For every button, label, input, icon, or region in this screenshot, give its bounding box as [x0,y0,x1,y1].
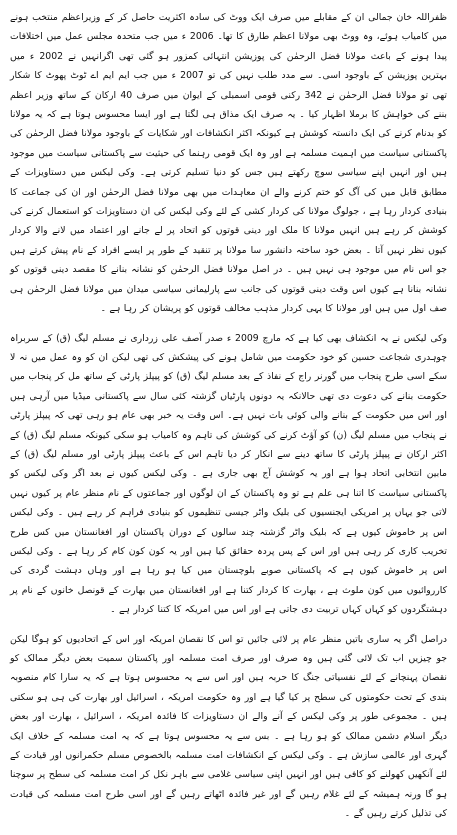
article-paragraph-1: ظفراللہ خان جمالی ان کے مقابلے میں صرف ایک ووٹ کی سادہ اکثریت حاصل کر کے وزیراعظم منتخب ہونے میں کامیاب ہوئے، وہ ووٹ بھی مولانا اعظم طارق کا تھا۔ 2006 ء میں جب متحدہ مجلس عمل میں اختلافات پیدا ہونے کے باعث مولانا فضل الرحمٰن کی پوزیشن انتہائی کمزور ہو گئی تھی اگرانہیں نے 2002 ء میں بہترین پوزیشن کے باوجود اسی۔ سے مدد طلب نہیں کی تو 2007 ء میں جب ایم ایم اے ٹوٹ پھوٹ کا شکار تھی تو مولانا فضل الرحمٰن نے 342 رکنی قومی اسمبلی کے ایوان میں صرف 40 ارکان کے ساتھ وزیر اعظم بننے کی خواہش کا برملا اظہار کیا ۔ یہ صرف ایک مذاق ہی لگتا ہے اور ایسا محسوس ہوتا ہے کہ یہ مولانا کو بدنام کرنے کی ایک دانستہ کوشش ہے کیونکہ اکثر انکشافات اور شکایات کے باوجود مولانا فضل الرحمٰن کی پاکستانی سیاست میں اہمیت مسلمہ ہے اور وہ ایک قومی رہنما کی حیثیت سے پاکستانی سیاست میں موجود ہیں اور انہیں اپنے سیاسی سوچ رکھتے ہیں جس کو دنیا تسلیم کرتی ہے۔ وکی لیکس میں دستاویزات کے مطابق قابل میں کی آگ کو ختم کرنے والے ان معاہدات میں بھی مولانا فضل الرحمٰن اور ان کی جماعت کا بنیادی کردار رہا ہے ، جولوگ مولانا کی کردار کشی کے لئے وکی لیکس کی ان دستاویزات کو استعمال کرنے کی کوشش کر رہے ہیں انہیں مولانا کا ملک اور دینی قوتوں کو اتحاد پر لے جانے اور اعتماد میں لانے والا کردار کیوں نظر نہیں آتا ۔ بعض خود ساختہ دانشور سا مولانا پر تنقید کے طور پر ایسے افراد کے نام پیش کرتے ہیں جو اس نام میں موجود ہی نہیں ہیں ۔ در اصل مولانا فضل الرحمٰن کو نشانہ بنانے کا مقصد دینی قوتوں کو نشانہ بنانا ہے کیوں اس وقت دینی قوتوں کی جانب سے پارلیمانی سیاسی میدان میں مولانا فضل الرحمٰن ہی صف اول میں ہیں اور مولانا کا یہی کردار مذہب مخالف قوتوں کو پریشان کر رہا ہے ۔ [10,12,448,315]
article-paragraph-3: دراصل اگر یہ ساری باتیں منظر عام پر لائی جائیں تو اس کا نقصان امریکہ اور اس کے اتحادیوں کو ہوگا لیکن جو چیزیں اب تک لائی گئی ہیں وہ صرف اور صرف امت مسلمہ اور پاکستان سمیت بعض دیگر ممالک کو نقصان پہنچانے کے لئے نفسیاتی جنگ کا حربہ ہیں اور اس سے یہ محسوس ہوتا ہے کہ یہ سارا کام منصوبہ بندی کے تحت حکومتوں کی سطح پر کیا گیا ہے اور وہ حکومت امریکہ ، اسرائیل اور بھارت کی ہی ہو سکتی ہیں ۔ مجموعی طور پر وکی لیکس کے آنے والے ان دستاویزات کا فائدہ امریکہ ، اسرائیل ، بھارت اور بعض دیگر اسلام دشمن ممالک کو ہو رہا ہے ۔ بس سے یہ محسوس ہوتا ہے کہ یہ امت مسلمہ کے خلاف ایک گہری اور عالمی سازش ہے ۔ وکی لیکس کے انکشافات امت مسلمہ بالخصوص مسلم حکمرانوں اور قیادت کے لئے آنکھیں کھولنے کو کافی ہیں اور انہیں اپنی سیاسی غلامی سے باہر نکل کر امت مسلمہ کی سطح پر سوچنا ہو گا ورنہ ہمیشہ کے لئے غلام رہیں گے اور غیر فائدہ اٹھاتے رہیں گے اور اسی طرح امت مسلمہ کی قیادت کی تذلیل کرتے رہیں گے ۔ [10,633,447,820]
article-paragraph-2: وکی لیکس نے یہ انکشاف بھی کیا ہے کہ مارچ 2009 ء صدر آصف علی زرداری نے مسلم لیگ (ق) کے سربراہ چوہدری شجاعت حسین کو خود حکومت میں شامل ہونے کی پیشکش کی تھی لیکن ان کو وہ عمل میں نہ لا سکے اسی طرح پنجاب میں گورنر راج کے نفاذ کے بعد مسلم لیگ (ق) کو پیپلز پارٹی کے ساتھ مل کر پنجاب میں حکومت بنانے کی دعوت دی تھی حالانکہ یہ دونوں پارٹیاں گزشتہ کئی سال سے پاکستانی میڈیا میں آرہی ہیں اور اس میں حکومت کے بنانے والی کوئی بات نہیں ہے۔ اس وقت یہ خبر بھی عام ہو رہی تھی کہ پیپلز پارٹی نے پنجاب میں مسلم لیگ (ن) کو آؤٹ کرنے کی کوشش کی تاہم وہ کامیاب ہو سکی کیونکہ مسلم لیگ (ق) کے اکثر ارکان نے پیپلز پارٹی کا ساتھ دینے سے انکار کر دیا تاہم اس کے باعث پیپلز پارٹی اور مسلم لیگ (ق) کے مابین انتخابی اتحاد ہوا ہے اور یہ کوشش آج بھی جاری ہے ۔ وکی لیکس کیوں نے بعد اگر وکی لیکس کو پاکستانی سیاست کا اتنا ہی علم ہے تو وہ پاکستان کے ان لوگوں اور جماعتوں کے نام منظر عام پر کیوں نہیں لاتی جو یہاں پر امریکی ایجنسیوں کی بلیک واٹر جیسی تنظیموں کو بنیادی فراہم کر رہے ہیں ۔ وکی لیکس اس پر خاموش کیوں ہے کہ بلیک واٹر گزشتہ چند سالوں کے دوران پاکستان اور افغانستان میں کس طرح تخریب کاری کر رہی ہیں اور اس کے پس پردہ حقائق کیا ہیں اور یہ کون کون کام کر رہا ہے ۔ وکی لیکس اس پر خاموش کیوں ہے کہ پاکستانی صوبے بلوچستان میں کیا ہو رہا ہے اور وہاں دہشت گردی کی کارروائیوں میں کون ملوث ہے ، بھارت کا کردار کتنا ہے اور افغانستان میں بھارت کے قونصل خانوں کے نام پر دہشتگردوں کو کہاں کہاں تربیت دی جاتی ہے اور اس میں امریکہ کا کتنا کردار ہے ۔ [10,332,447,616]
